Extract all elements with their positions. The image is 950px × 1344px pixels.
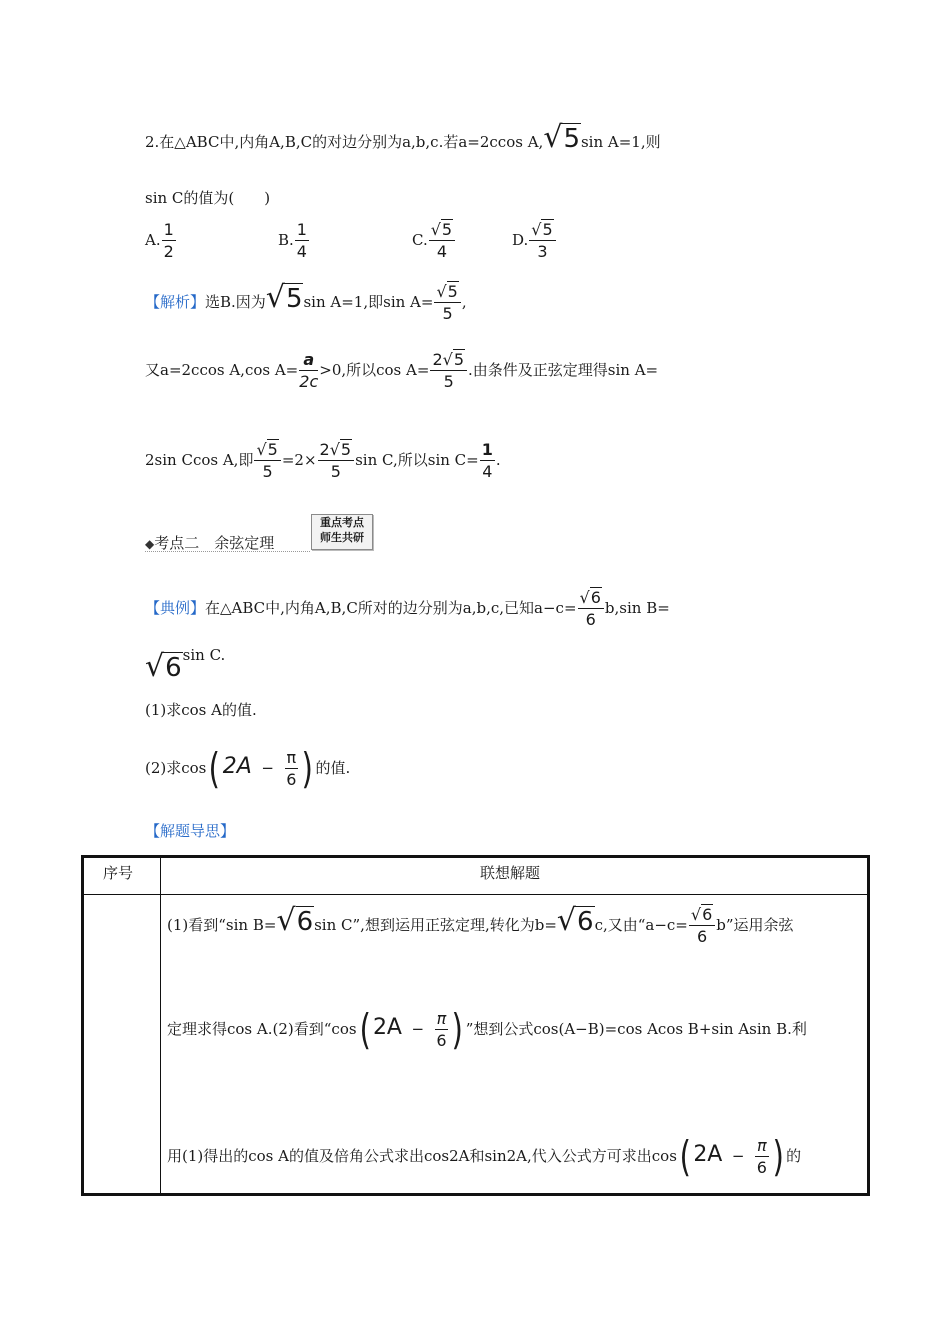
q2-line-1 [145, 120, 661, 155]
option-d: D. $\frac{√5}{3}$ [512, 222, 557, 260]
row-index-cell [83, 895, 161, 1195]
option-c: C. $\frac{√5}{4}$ [412, 222, 456, 260]
solution-line-1: 【解析】选B.因为√5sin A=1,即sin A= $\frac{√5}{5}$ , [145, 280, 467, 323]
q2-line-2: sin C的值为( ) [145, 189, 271, 207]
solution-line-3: 2sin Ccos A,即 $\frac{√5}{5}$ =2× $\frac{2√5}{5}$ sin C,所以sin C= $\frac{1}{4}$ . [145, 440, 501, 481]
example-tag: 【典例】 [145, 599, 206, 617]
guide-tag: 【解题导思】 [145, 822, 236, 840]
sqrt-5-radical: √5 [543, 120, 580, 155]
key-point-badge: 重点考点 师生共研 [311, 514, 373, 550]
example-question-2: (2)求cos( 2A − $\frac{\pi}{6}$ ) 的值. [145, 744, 351, 793]
solution-line-2: 又a=2ccos A,cos A= $\frac{a}{2c}$ >0,所以cos A= $\frac{2√5}{5}$ .由条件及正弦定理得sin A= [145, 350, 659, 391]
option-b: B. $\frac{1}{4}$ [278, 220, 307, 261]
example-line-2: √6sin C. [145, 646, 226, 684]
solution-tag: 【解析】 [145, 293, 206, 311]
section-title: 考点二 余弦定理 [154, 534, 275, 552]
guide-row-line-2: 定理求得cos A.(2)看到“cos( 2A − $\frac{\pi}{6}$ ) ”想到公式cos(A−B)=cos Acos B+sin Asin B.利 [167, 1005, 807, 1054]
guide-row-line-3: 用(1)得出的cos A的值及倍角公式求出cos2A和sin2A,代入公式方可求出cos( 2A − $\frac{\pi}{6}$ ) 的 [167, 1132, 802, 1181]
col-header-index: 序号 [103, 864, 134, 882]
example-line-1: 【典例】在△ABC中,内角A,B,C所对的边分别为a,b,c,已知a−c= $\frac{√6}{6}$ b,sin B= [145, 588, 670, 629]
section-underline [145, 551, 310, 552]
example-question-1: (1)求cos A的值. [145, 701, 257, 719]
col-header-content: 联想解题 [480, 864, 541, 882]
guide-row-line-1: (1)看到“sin B=√6sin C”,想到运用正弦定理,转化为b=√6c,又由“a−c= $\frac{√6}{6}$ b”运用余弦 [167, 903, 794, 946]
q2-text-b: sin A=1,则 [580, 133, 661, 151]
q2-text-a: 2.在△ABC中,内角A,B,C的对边分别为a,b,c.若a=2ccos A, [145, 133, 544, 151]
diamond-icon: ◆ [145, 537, 155, 551]
option-a: A. $\frac{1}{2}$ [145, 220, 174, 261]
